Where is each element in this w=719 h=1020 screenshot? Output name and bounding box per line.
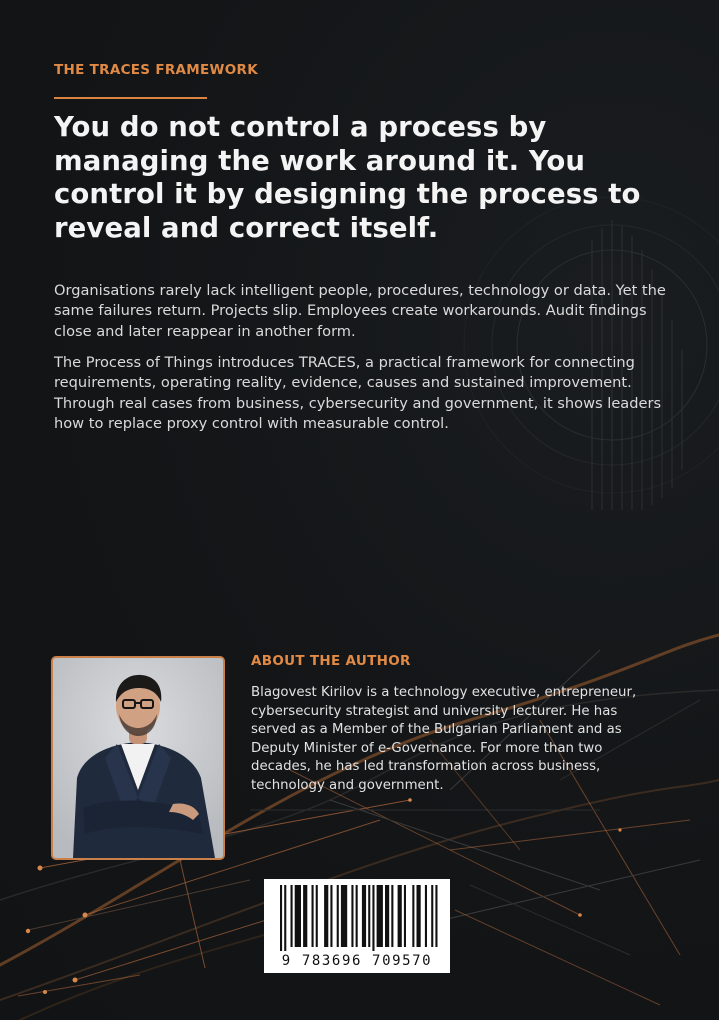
section-eyebrow: THE TRACES FRAMEWORK — [54, 62, 258, 78]
barcode-bar — [362, 885, 366, 947]
barcode-bar — [435, 885, 437, 947]
author-bio: Blagovest Kirilov is a technology executive, entrepreneur, cybersecurity strategist and university lecturer. He has served as a Member of the Bulgarian Parliament and as Deputy Minister of e-Governance. For more than two decades, he has led transformation across business, technology and government. — [251, 685, 637, 793]
author-photo — [51, 656, 225, 860]
author-portrait-illustration — [53, 658, 223, 858]
barcode-bar — [280, 885, 282, 951]
barcode-bar — [341, 885, 347, 947]
barcode-bar — [330, 885, 332, 947]
barcode-bar — [351, 885, 353, 947]
barcode-bar — [368, 885, 370, 947]
barcode-bar — [425, 885, 427, 947]
about-author-heading: ABOUT THE AUTHOR — [251, 653, 411, 669]
barcode-bar — [398, 885, 402, 947]
barcode-bar — [417, 885, 421, 947]
barcode-bar — [291, 885, 293, 947]
eyebrow-divider — [54, 97, 207, 99]
barcode-bar — [404, 885, 406, 947]
headline: You do not control a process by managing the work around it. You control it by designing the process to reveal and correct itself. — [54, 111, 641, 244]
barcode-bar — [377, 885, 383, 947]
barcode-bar — [303, 885, 307, 947]
barcode-bar — [372, 885, 374, 951]
isbn-barcode — [264, 879, 450, 973]
barcode-bar — [431, 885, 433, 947]
barcode-bar — [324, 885, 328, 947]
barcode-digits: 9 783696 709570 — [281, 953, 433, 969]
barcode-bar — [337, 885, 339, 947]
barcode-bar — [295, 885, 301, 947]
barcode-bar — [316, 885, 318, 947]
barcode-bar — [412, 885, 414, 947]
barcode-bar — [385, 885, 389, 947]
barcode-bar — [391, 885, 393, 947]
intro-paragraph: Organisations rarely lack intelligent people, procedures, technology or data. Yet the same failures return. Projects slip. Employees create workarounds. Audit findings close and later reappear in another form. — [54, 282, 666, 340]
description-paragraph: The Process of Things introduces TRACES, a practical framework for connecting requirements, operating reality, evidence, causes and sustained improvement. Through real cases from business, cybersecurity and government, it shows leaders how to replace proxy control with measurable control. — [54, 354, 662, 433]
barcode-bar — [356, 885, 358, 947]
barcode-bar — [312, 885, 314, 947]
barcode-bar — [284, 885, 286, 951]
barcode-bars — [264, 879, 450, 953]
